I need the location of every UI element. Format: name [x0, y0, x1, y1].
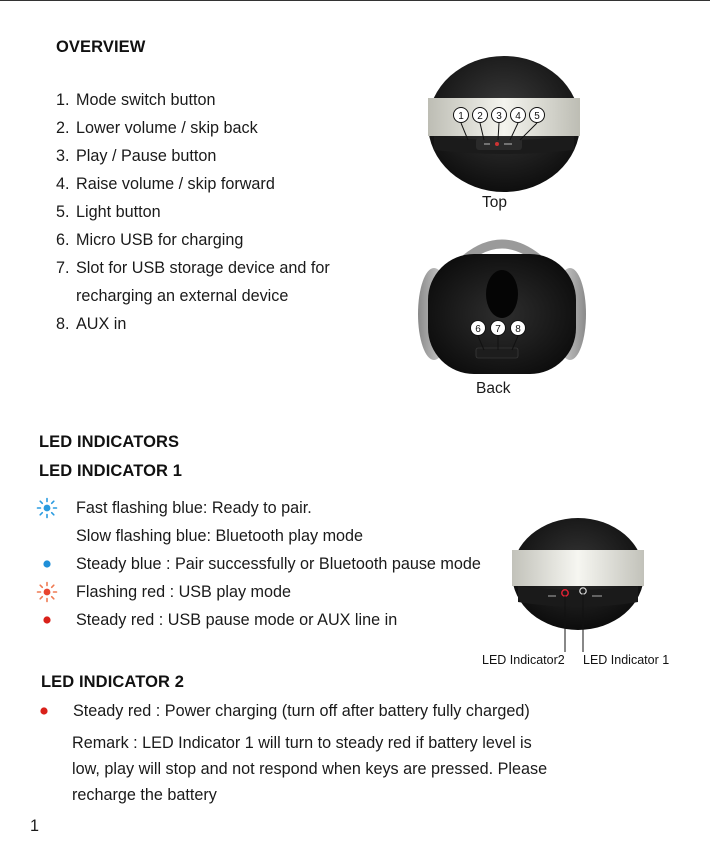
overview-heading: OVERVIEW	[56, 38, 146, 56]
remark-line: Remark : LED Indicator 1 will turn to steady red if battery level is	[72, 734, 532, 752]
list-item: 4. Raise volume / skip forward	[56, 175, 275, 193]
list-item-continuation: recharging an external device	[76, 287, 289, 305]
remark-line: recharge the battery	[72, 786, 217, 804]
led1-row-flashing-red: Flashing red : USB play mode	[36, 578, 506, 606]
page-top-rule	[0, 0, 710, 1]
steady-red-dot-icon	[33, 700, 55, 722]
led1-row-fast-blue: Fast flashing blue: Ready to pair.	[36, 494, 506, 522]
remark-line: low, play will stop and not respond when keys are pressed. Please	[72, 760, 548, 778]
overview-list	[56, 86, 386, 338]
led-indicator-1-heading: LED INDICATOR 1	[39, 462, 182, 480]
callout-5: 5	[534, 111, 540, 122]
callout-2: 2	[477, 111, 483, 122]
list-item: 1. Mode switch button	[56, 91, 216, 109]
back-view-caption: Back	[476, 380, 511, 397]
led2-row-steady-red: Steady red : Power charging (turn off after battery fully charged)	[33, 697, 633, 725]
list-item: 5. Light button	[56, 203, 161, 221]
led-indicators-heading: LED INDICATORS	[39, 433, 180, 451]
callout-1: 1	[458, 111, 464, 122]
led-indicator-2-heading: LED INDICATOR 2	[41, 673, 184, 691]
led-indicator-1-label: LED Indicator 1	[583, 653, 670, 667]
led2-remark	[72, 729, 632, 807]
page-number: 1	[30, 817, 40, 835]
led-indicator-2-label: LED Indicator2	[482, 653, 565, 667]
flashing-blue-icon	[36, 497, 58, 519]
top-view-caption: Top	[482, 194, 507, 211]
list-item: 3. Play / Pause button	[56, 147, 217, 165]
list-item: 2. Lower volume / skip back	[56, 119, 258, 137]
callout-3: 3	[496, 111, 502, 122]
list-item: 6. Micro USB for charging	[56, 231, 244, 249]
steady-red-dot-icon	[36, 609, 58, 631]
callout-8: 8	[515, 324, 521, 335]
callout-6: 6	[475, 324, 481, 335]
led-location-diagram	[508, 516, 648, 656]
speaker-top-view-image	[424, 54, 584, 194]
speaker-back-view-image	[414, 232, 590, 376]
led1-row-steady-blue: Steady blue : Pair successfully or Bluetooth pause mode	[36, 550, 506, 578]
flashing-red-icon	[36, 581, 58, 603]
led1-row-slow-blue: Slow flashing blue: Bluetooth play mode	[76, 527, 364, 545]
list-item: 8. AUX in	[56, 315, 127, 333]
callout-7: 7	[495, 324, 501, 335]
steady-blue-dot-icon	[36, 553, 58, 575]
led1-row-steady-red: Steady red : USB pause mode or AUX line in	[36, 606, 506, 634]
list-item: 7. Slot for USB storage device and for	[56, 259, 330, 277]
callout-4: 4	[515, 111, 521, 122]
